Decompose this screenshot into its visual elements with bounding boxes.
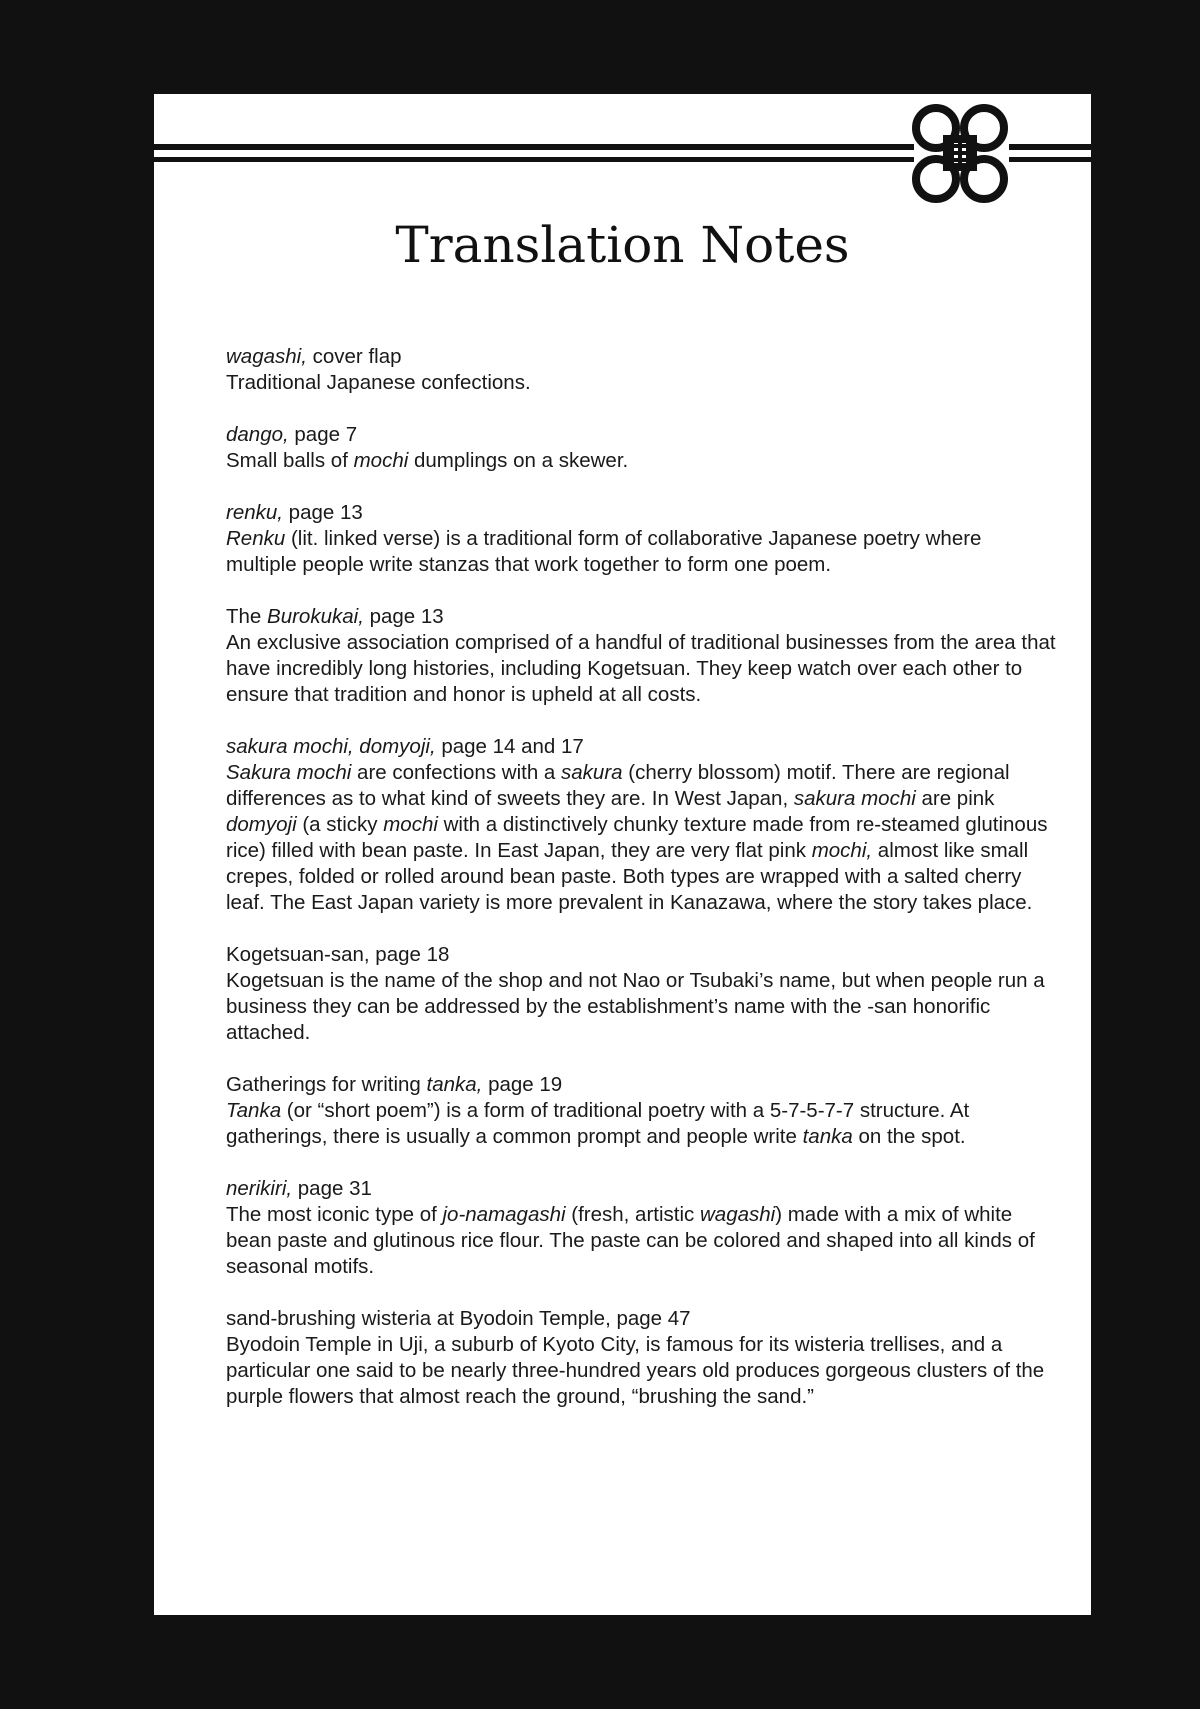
text-run: page 19 — [482, 1073, 563, 1096]
note-heading — [226, 422, 1056, 448]
text-run: The — [226, 605, 268, 628]
text-run: page 7 — [288, 423, 358, 446]
italic-term: sakura mochi — [793, 787, 916, 810]
text-run: (cherry blossom) motif. There are regional differences as to what kind of sweets they are. In West Japan, — [226, 761, 1010, 810]
note-text — [226, 1098, 1056, 1150]
text-run: are confections with a — [351, 761, 562, 784]
note-text — [226, 1202, 1056, 1280]
note-heading — [226, 500, 1056, 526]
text-run: page 31 — [292, 1177, 372, 1200]
italic-term: tanka — [802, 1125, 853, 1148]
text-run: An exclusive association comprised of a handful of traditional businesses from the area that have incredibly long histories, including Kogetsuan. They keep watch over each other to ensure that tradition and honor is upheld at all costs. — [226, 631, 1056, 706]
italic-term: wagashi — [699, 1203, 776, 1226]
note-text — [226, 1332, 1056, 1410]
italic-term: Renku — [226, 527, 286, 550]
italic-term: renku, — [226, 501, 283, 524]
italic-term: mochi — [383, 813, 438, 836]
italic-term: sakura — [561, 761, 623, 784]
text-run: with a distinctively chunky texture made from re-steamed glutinous rice) filled with bean paste. In East Japan, they are very flat pink — [226, 813, 1048, 862]
italic-term: jo-namagashi — [442, 1203, 566, 1226]
page-sheet — [154, 94, 1091, 1615]
header-ornament — [154, 94, 1091, 224]
text-run: sand-brushing wisteria at Byodoin Temple, page 47 — [226, 1307, 691, 1330]
text-run: are pink — [915, 787, 995, 810]
note-text — [226, 968, 1056, 1046]
note-item — [226, 422, 1056, 474]
italic-term: sakura mochi, domyoji, — [226, 735, 436, 758]
note-item — [226, 604, 1056, 708]
page-title: Translation Notes — [395, 216, 850, 274]
note-item — [226, 1072, 1056, 1150]
text-run: Small balls of — [226, 449, 354, 472]
note-heading — [226, 1306, 1056, 1332]
italic-term: nerikiri, — [226, 1177, 293, 1200]
text-run: Kogetsuan is the name of the shop and not Nao or Tsubaki’s name, but when people run a business they can be addressed by the establishment’s name with the -san honorific attached. — [226, 969, 1045, 1044]
text-run: Gatherings for writing — [226, 1073, 427, 1096]
note-item — [226, 942, 1056, 1046]
text-run: (or “short poem”) is a form of traditional poetry with a 5-7-5-7-7 structure. At gatherings, there is usually a common prompt and people write — [226, 1099, 970, 1148]
note-item — [226, 1306, 1056, 1410]
italic-term: mochi — [353, 449, 409, 472]
text-run: dumplings on a skewer. — [408, 449, 629, 472]
note-text — [226, 760, 1056, 916]
knot-crest-icon — [916, 108, 1004, 199]
italic-term: tanka, — [426, 1073, 483, 1096]
note-text — [226, 630, 1056, 708]
text-run: on the spot. — [852, 1125, 966, 1148]
note-item — [226, 734, 1056, 916]
note-text — [226, 448, 1056, 474]
note-item — [226, 344, 1056, 396]
text-run: (lit. linked verse) is a traditional form of collaborative Japanese poetry where multiple people write stanzas that work together to form one poem. — [226, 527, 982, 576]
note-heading — [226, 1176, 1056, 1202]
text-run: page 14 and 17 — [435, 735, 584, 758]
note-item — [226, 1176, 1056, 1280]
italic-term: dango, — [226, 423, 289, 446]
text-run: (a sticky — [296, 813, 384, 836]
text-run: cover flap — [306, 345, 402, 368]
italic-term: mochi, — [811, 839, 873, 862]
italic-term: Sakura mochi — [226, 761, 352, 784]
text-run: The most iconic type of — [226, 1203, 443, 1226]
italic-term: Burokukai, — [267, 605, 364, 628]
italic-term: wagashi, — [226, 345, 307, 368]
note-heading — [226, 344, 1056, 370]
text-run: Kogetsuan-san, page 18 — [226, 943, 450, 966]
text-run: page 13 — [282, 501, 363, 524]
note-item — [226, 500, 1056, 578]
note-text — [226, 526, 1056, 578]
text-run: page 13 — [363, 605, 444, 628]
text-run: ) made with a mix of white bean paste and glutinous rice flour. The paste can be colored and shaped into all kinds of seasonal motifs. — [226, 1203, 1035, 1278]
text-run: almost like small crepes, folded or rolled around bean paste. Both types are wrapped with a salted cherry leaf. The East Japan variety is more prevalent in Kanazawa, where the story takes place. — [226, 839, 1033, 914]
text-run: Byodoin Temple in Uji, a suburb of Kyoto City, is famous for its wisteria trellises, and a particular one said to be nearly three-hundred years old produces gorgeous clusters of the purple flowers that almost reach the ground, “brushing the sand.” — [226, 1333, 1045, 1408]
note-text — [226, 370, 1056, 396]
note-heading — [226, 734, 1056, 760]
note-heading — [226, 1072, 1056, 1098]
text-run: (fresh, artistic — [565, 1203, 700, 1226]
note-heading — [226, 604, 1056, 630]
note-heading — [226, 942, 1056, 968]
notes-list — [226, 344, 1056, 1436]
italic-term: domyoji — [226, 813, 297, 836]
text-run: Traditional Japanese confections. — [226, 371, 531, 394]
italic-term: Tanka — [226, 1099, 282, 1122]
